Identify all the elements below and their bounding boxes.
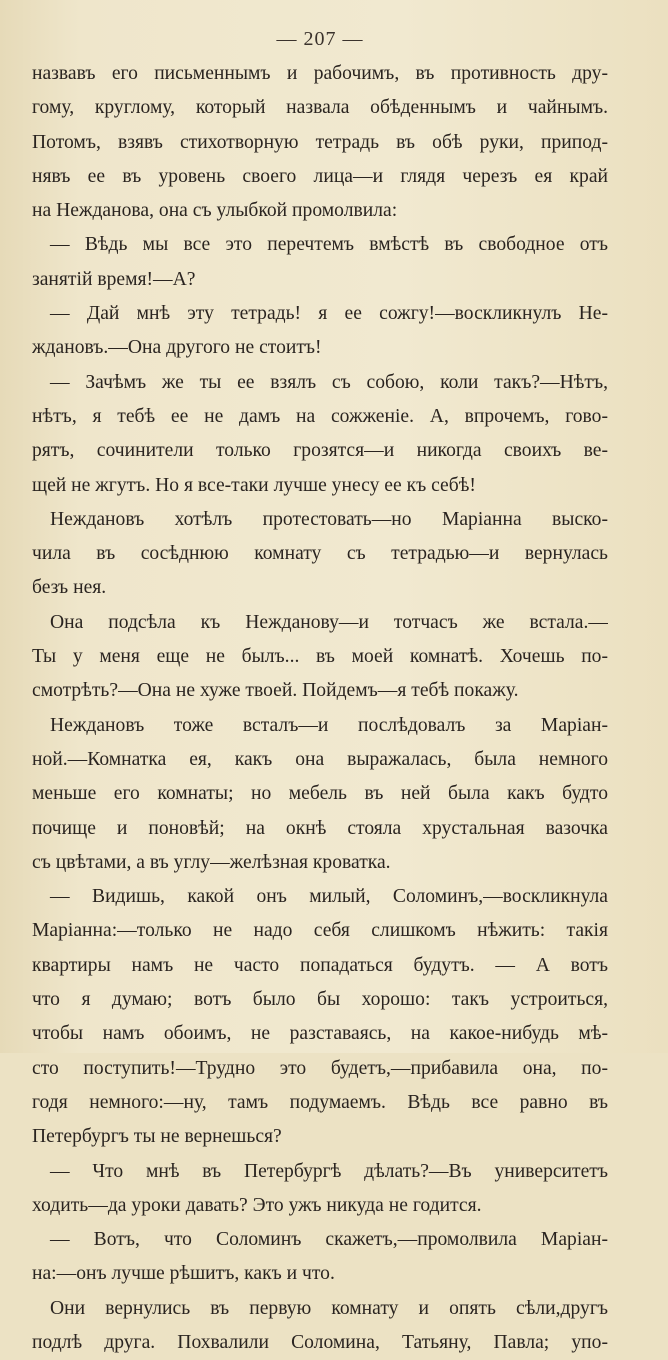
text-line: безъ нея. (32, 577, 107, 599)
text-line: чила въ сосѣднюю комнату съ тетрадью—и вернулась (32, 543, 608, 565)
text-line: меньше его комнаты; но мебель въ ней была какъ будто (32, 783, 608, 805)
text-line: квартиры намъ не часто попадаться будутъ. — А вотъ (32, 954, 608, 976)
text-line: нявъ ее въ уровень своего лица—и глядя черезъ ея край (32, 165, 608, 187)
text-line: ной.—Комнатка ея, какъ она выражалась, была немного (32, 748, 608, 770)
text-line: Потомъ, взявъ стихотворную тетрадь въ обѣ руки, припод- (32, 131, 608, 153)
text-line: назвавъ его письменнымъ и рабочимъ, въ противность дру- (32, 63, 608, 84)
text-line: годя немного:—ну, тамъ подумаемъ. Вѣдь все равно въ (32, 1091, 608, 1113)
page-number: — 207 — (276, 28, 364, 50)
text-line: нѣтъ, я тебѣ ее не дамъ на сожженіе. А, впрочемъ, гово- (32, 405, 608, 427)
text-line: подлѣ друга. Похвалили Соломина, Татьяну, Павла; упо- (32, 1331, 608, 1353)
text-line: занятій время!—А? (32, 268, 196, 290)
text-line: сто поступить!—Трудно это будетъ,—прибавила она, по- (32, 1057, 608, 1079)
text-line: Маріанна:—только не надо себя слишкомъ нѣжить: такія (32, 920, 608, 942)
text-line: Она подсѣла къ Нежданову—и тотчасъ же встала.— (50, 611, 608, 633)
text-line: Неждановъ хотѣлъ протестовать—но Маріанна выско- (50, 508, 608, 530)
text-line: Ты у меня еще не былъ... въ моей комнатѣ. Хочешь по- (32, 646, 608, 668)
text-line: Неждановъ тоже всталъ—и послѣдовалъ за Маріан- (50, 714, 608, 736)
text-line: что я думаю; вотъ было бы хорошо: такъ устроиться, (32, 989, 608, 1011)
text-line: Они вернулись въ первую комнату и опять сѣли,другъ (50, 1297, 608, 1319)
text-line: на:—онъ лучше рѣшитъ, какъ и что. (32, 1263, 335, 1285)
text-line: ждановъ.—Она другого не стоитъ! (32, 337, 322, 359)
text-line: — Видишь, какой онъ милый, Соломинъ,—воскликнула (50, 886, 608, 908)
text-line: рятъ, сочинители только грозятся—и никогда своихъ ве- (32, 440, 608, 462)
text-line: съ цвѣтами, а въ углу—желѣзная кроватка. (32, 851, 391, 873)
text-line: на Нежданова, она съ улыбкой промолвила: (32, 200, 398, 222)
text-line: почище и поновѣй; на окнѣ стояла хрустальная вазочка (32, 817, 608, 839)
text-line: — Вѣдь мы все это перечтемъ вмѣстѣ въ свободное отъ (50, 234, 608, 256)
text-line: щей не жгутъ. Но я все-таки лучше унесу ее къ себѣ! (32, 474, 476, 496)
text-line: — Вотъ, что Соломинъ скажетъ,—промолвила Маріан- (50, 1229, 608, 1251)
text-line: гому, круглому, который назвала обѣденнымъ и чайнымъ. (32, 97, 608, 119)
text-line: чтобы намъ обоимъ, не разставаясь, на какое-нибудь мѣ- (32, 1023, 608, 1045)
text-line: смотрѣть?—Она не хуже твоей. Пойдемъ—я тебѣ покажу. (32, 680, 519, 702)
text-line: — Зачѣмъ же ты ее взялъ съ собою, коли такъ?—Нѣтъ, (50, 371, 608, 393)
page-text (32, 57, 608, 1360)
text-line: Петербургъ ты не вернешься? (32, 1126, 282, 1148)
text-line: — Дай мнѣ эту тетрадь! я ее сожгу!—воскликнулъ Не- (50, 303, 608, 325)
text-line: ходить—да уроки давать? Это ужъ никуда не годится. (32, 1194, 482, 1216)
text-line: — Что мнѣ въ Петербургѣ дѣлать?—Въ университетъ (50, 1160, 608, 1182)
